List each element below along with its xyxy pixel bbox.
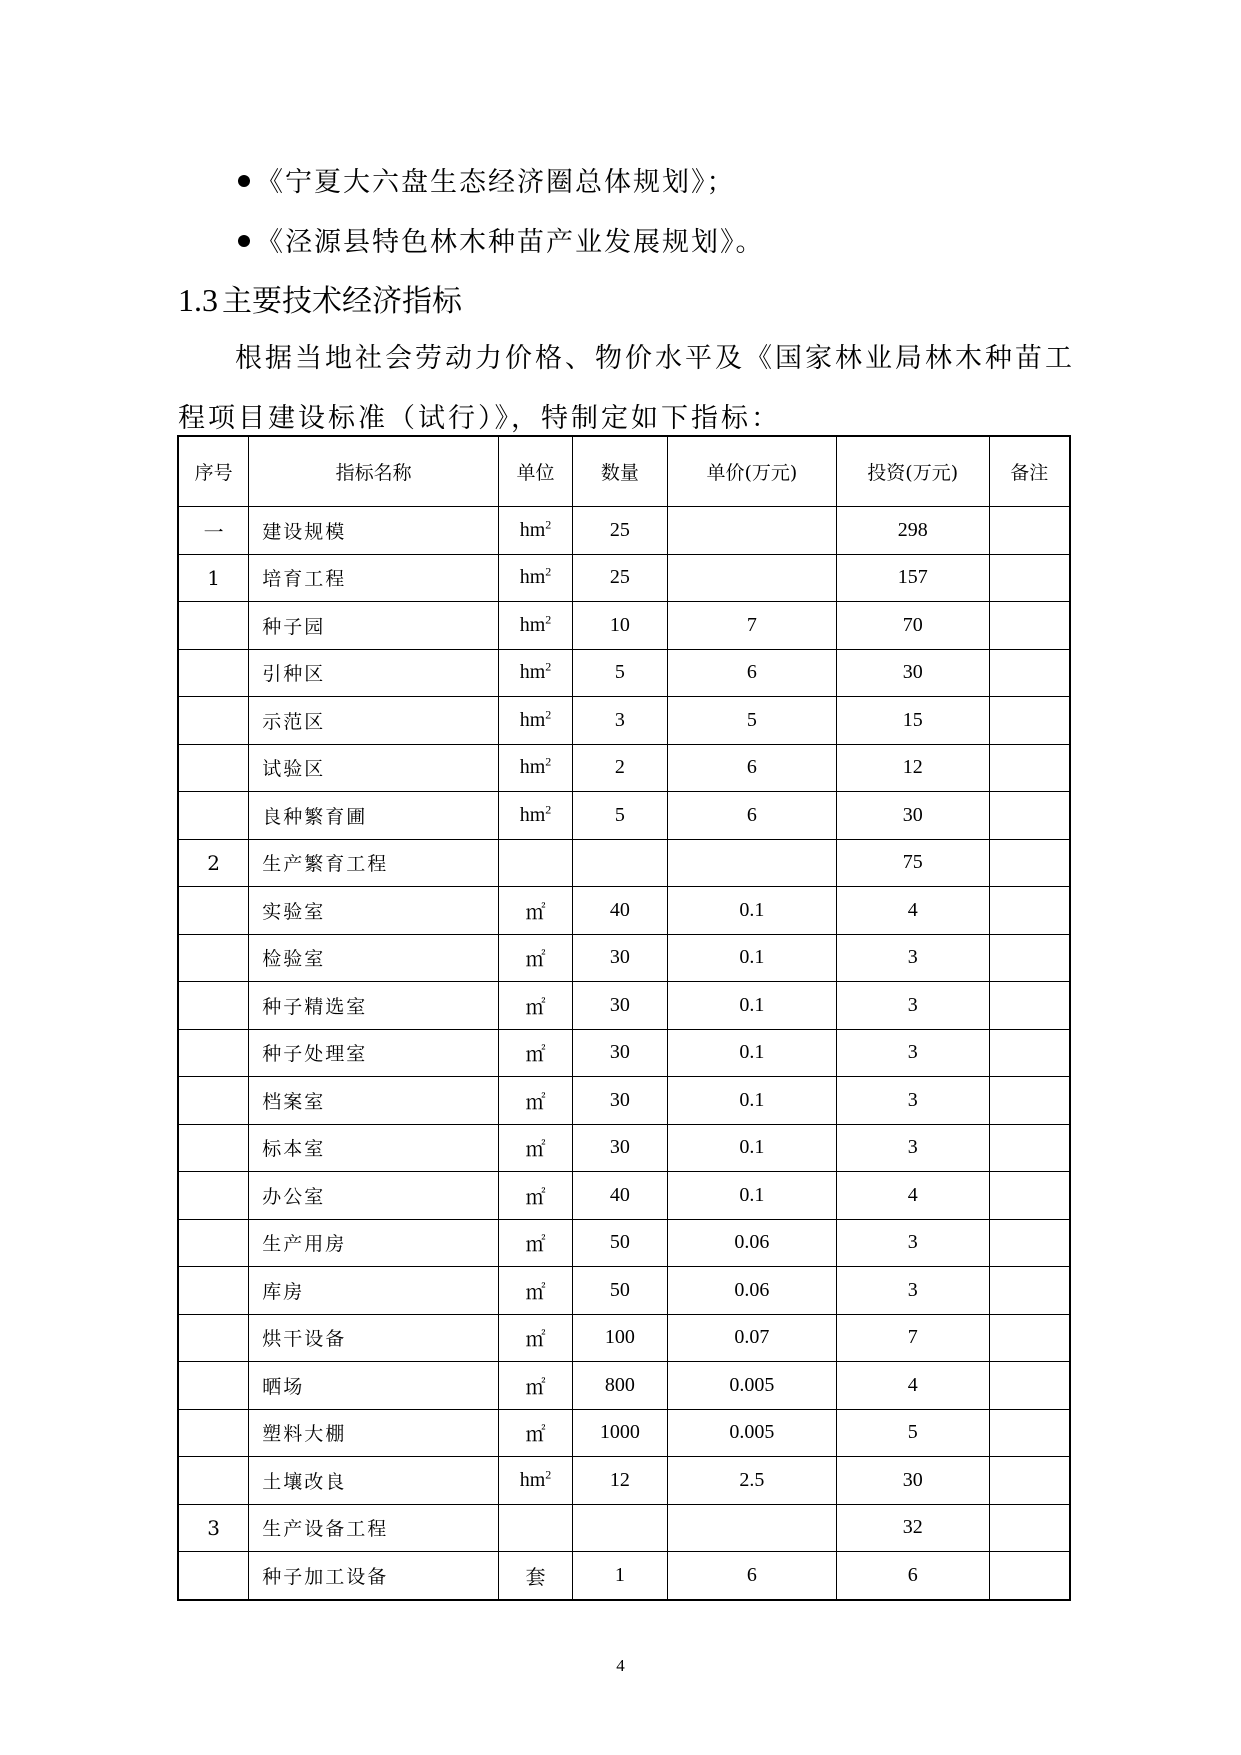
table-row <box>178 1552 1070 1600</box>
row-unit-cell <box>499 982 573 1030</box>
row-investment-cell: 3 <box>836 1267 989 1315</box>
row-note-cell <box>989 507 1070 555</box>
row-quantity-cell: 40 <box>572 887 667 935</box>
row-unit-cell <box>499 1219 573 1267</box>
row-unit-price-cell <box>667 554 836 602</box>
row-name-cell: 培育工程 <box>249 554 499 602</box>
table-row <box>178 1457 1070 1505</box>
row-investment-cell: 3 <box>836 1219 989 1267</box>
row-unit-cell <box>499 934 573 982</box>
row-unit-price-cell: 0.1 <box>667 1077 836 1125</box>
row-name-cell: 试验区 <box>249 744 499 792</box>
row-investment-cell: 3 <box>836 982 989 1030</box>
header-investment: 投资(万元) <box>836 436 989 507</box>
row-unit-price-cell: 6 <box>667 792 836 840</box>
row-index-cell <box>178 1124 249 1172</box>
table-row <box>178 887 1070 935</box>
header-unit-price: 单价(万元) <box>667 436 836 507</box>
row-note-cell <box>989 1457 1070 1505</box>
table-row <box>178 1314 1070 1362</box>
paragraph-line-2: 程项目建设标准（试行）》，特制定如下指标： <box>178 403 781 434</box>
table-row <box>178 1504 1070 1552</box>
table-header-row <box>178 436 1070 507</box>
table-row <box>178 507 1070 555</box>
row-note-cell <box>989 1172 1070 1220</box>
table-row <box>178 1409 1070 1457</box>
row-quantity-cell: 2 <box>572 744 667 792</box>
row-unit-price-cell <box>667 507 836 555</box>
unit-text: hm <box>519 1468 546 1491</box>
row-index-cell <box>178 1552 249 1600</box>
unit-superscript: 2 <box>545 1467 552 1482</box>
unit-text: hm <box>519 708 546 731</box>
row-unit-cell <box>499 697 573 745</box>
row-note-cell <box>989 602 1070 650</box>
row-unit-cell <box>499 1504 573 1552</box>
unit-superscript: 2 <box>545 564 552 579</box>
unit-text: ㎡ <box>525 949 546 972</box>
row-note-cell <box>989 792 1070 840</box>
row-quantity-cell: 12 <box>572 1457 667 1505</box>
row-unit-cell <box>499 744 573 792</box>
paragraph-line-1: 根据当地社会劳动力价格、物价水平及《国家林业局林木种苗工 <box>235 343 1075 374</box>
row-note-cell <box>989 744 1070 792</box>
row-unit-cell <box>499 507 573 555</box>
unit-superscript: 2 <box>545 707 552 722</box>
row-unit-cell <box>499 1409 573 1457</box>
unit-superscript: 2 <box>545 659 552 674</box>
row-note-cell <box>989 934 1070 982</box>
row-name-cell: 生产用房 <box>249 1219 499 1267</box>
row-investment-cell: 32 <box>836 1504 989 1552</box>
unit-text: ㎡ <box>525 1424 546 1447</box>
unit-superscript: 2 <box>545 802 552 817</box>
row-quantity-cell: 5 <box>572 649 667 697</box>
row-unit-cell <box>499 602 573 650</box>
row-quantity-cell: 30 <box>572 1077 667 1125</box>
row-investment-cell: 4 <box>836 887 989 935</box>
row-index-cell: 一 <box>178 507 249 555</box>
unit-text: ㎡ <box>525 1044 546 1067</box>
row-index-cell <box>178 1172 249 1220</box>
row-quantity-cell: 800 <box>572 1362 667 1410</box>
row-index-cell: 1 <box>178 554 249 602</box>
row-index-cell <box>178 1314 249 1362</box>
unit-text: 套 <box>525 1566 546 1589</box>
unit-text: hm <box>519 613 546 636</box>
row-quantity-cell: 1 <box>572 1552 667 1600</box>
row-unit-cell <box>499 839 573 887</box>
row-quantity-cell: 30 <box>572 982 667 1030</box>
row-unit-cell <box>499 1457 573 1505</box>
row-unit-cell <box>499 1124 573 1172</box>
table-row <box>178 1362 1070 1410</box>
bullet-dot-icon <box>238 175 250 187</box>
row-index-cell <box>178 1362 249 1410</box>
row-quantity-cell <box>572 839 667 887</box>
row-unit-price-cell: 0.06 <box>667 1267 836 1315</box>
row-unit-price-cell: 0.005 <box>667 1362 836 1410</box>
row-name-cell: 办公室 <box>249 1172 499 1220</box>
header-index: 序号 <box>178 436 249 507</box>
row-note-cell <box>989 1314 1070 1362</box>
row-investment-cell: 30 <box>836 1457 989 1505</box>
row-quantity-cell: 50 <box>572 1219 667 1267</box>
row-unit-price-cell: 0.1 <box>667 982 836 1030</box>
header-quantity: 数量 <box>572 436 667 507</box>
row-investment-cell: 12 <box>836 744 989 792</box>
section-heading <box>178 276 462 320</box>
row-name-cell: 土壤改良 <box>249 1457 499 1505</box>
row-quantity-cell: 100 <box>572 1314 667 1362</box>
row-investment-cell: 7 <box>836 1314 989 1362</box>
row-note-cell <box>989 839 1070 887</box>
row-note-cell <box>989 1504 1070 1552</box>
row-unit-price-cell: 0.1 <box>667 1172 836 1220</box>
row-unit-price-cell: 0.1 <box>667 887 836 935</box>
row-quantity-cell: 3 <box>572 697 667 745</box>
row-name-cell: 种子精选室 <box>249 982 499 1030</box>
unit-text: ㎡ <box>525 1091 546 1114</box>
row-note-cell <box>989 1077 1070 1125</box>
row-note-cell <box>989 649 1070 697</box>
row-name-cell: 塑料大棚 <box>249 1409 499 1457</box>
row-name-cell: 示范区 <box>249 697 499 745</box>
row-investment-cell: 70 <box>836 602 989 650</box>
row-investment-cell: 4 <box>836 1172 989 1220</box>
unit-text: ㎡ <box>525 1234 546 1257</box>
unit-text: ㎡ <box>525 901 546 924</box>
header-name: 指标名称 <box>249 436 499 507</box>
bullet-dot-icon <box>238 235 250 247</box>
row-unit-price-cell: 0.005 <box>667 1409 836 1457</box>
row-unit-price-cell: 0.06 <box>667 1219 836 1267</box>
row-name-cell: 种子加工设备 <box>249 1552 499 1600</box>
row-name-cell: 引种区 <box>249 649 499 697</box>
row-note-cell <box>989 697 1070 745</box>
row-unit-cell <box>499 1314 573 1362</box>
row-name-cell: 晒场 <box>249 1362 499 1410</box>
row-note-cell <box>989 554 1070 602</box>
row-unit-cell <box>499 1029 573 1077</box>
row-investment-cell: 30 <box>836 792 989 840</box>
row-investment-cell: 298 <box>836 507 989 555</box>
table-row <box>178 697 1070 745</box>
page-number: 4 <box>616 1656 625 1675</box>
row-unit-price-cell: 5 <box>667 697 836 745</box>
header-unit: 单位 <box>499 436 573 507</box>
unit-text: ㎡ <box>525 1281 546 1304</box>
bullet-text: 《泾源县特色林木种苗产业发展规划》。 <box>256 227 765 258</box>
row-quantity-cell: 5 <box>572 792 667 840</box>
row-unit-price-cell: 0.07 <box>667 1314 836 1362</box>
row-investment-cell: 3 <box>836 1077 989 1125</box>
unit-text: ㎡ <box>525 1376 546 1399</box>
unit-superscript: 2 <box>545 612 552 627</box>
row-index-cell <box>178 934 249 982</box>
row-investment-cell: 4 <box>836 1362 989 1410</box>
row-quantity-cell: 10 <box>572 602 667 650</box>
row-unit-price-cell: 0.1 <box>667 1124 836 1172</box>
row-index-cell <box>178 744 249 792</box>
row-investment-cell: 15 <box>836 697 989 745</box>
bullet-text: 《宁夏大六盘生态经济圈总体规划》； <box>256 167 736 198</box>
row-investment-cell: 6 <box>836 1552 989 1600</box>
row-index-cell <box>178 602 249 650</box>
table-row <box>178 982 1070 1030</box>
row-unit-price-cell: 0.1 <box>667 1029 836 1077</box>
row-index-cell <box>178 792 249 840</box>
row-quantity-cell: 30 <box>572 1124 667 1172</box>
row-unit-price-cell: 0.1 <box>667 934 836 982</box>
row-name-cell: 标本室 <box>249 1124 499 1172</box>
unit-text: ㎡ <box>525 1329 546 1352</box>
row-investment-cell: 3 <box>836 934 989 982</box>
unit-text: hm <box>519 566 546 589</box>
bullet-item <box>238 220 765 259</box>
bullet-item <box>238 160 736 199</box>
unit-text: ㎡ <box>525 1186 546 1209</box>
row-name-cell: 检验室 <box>249 934 499 982</box>
row-index-cell <box>178 649 249 697</box>
row-unit-price-cell: 6 <box>667 1552 836 1600</box>
table-row <box>178 744 1070 792</box>
table-row <box>178 1124 1070 1172</box>
unit-text: hm <box>519 661 546 684</box>
row-investment-cell: 3 <box>836 1124 989 1172</box>
table-row <box>178 602 1070 650</box>
table-row <box>178 554 1070 602</box>
row-index-cell <box>178 887 249 935</box>
unit-superscript: 2 <box>545 754 552 769</box>
row-unit-cell <box>499 554 573 602</box>
section-number: 1.3 <box>178 282 218 318</box>
table-row <box>178 1267 1070 1315</box>
row-unit-cell <box>499 649 573 697</box>
unit-text: hm <box>519 756 546 779</box>
row-quantity-cell: 1000 <box>572 1409 667 1457</box>
unit-superscript: 2 <box>545 517 552 532</box>
table-row <box>178 1029 1070 1077</box>
row-quantity-cell: 30 <box>572 934 667 982</box>
row-unit-cell <box>499 887 573 935</box>
row-name-cell: 档案室 <box>249 1077 499 1125</box>
row-unit-cell <box>499 1077 573 1125</box>
row-note-cell <box>989 982 1070 1030</box>
table-row <box>178 839 1070 887</box>
row-quantity-cell: 40 <box>572 1172 667 1220</box>
row-unit-cell <box>499 1362 573 1410</box>
row-note-cell <box>989 1124 1070 1172</box>
row-unit-cell <box>499 1172 573 1220</box>
row-note-cell <box>989 1219 1070 1267</box>
row-index-cell <box>178 1029 249 1077</box>
row-name-cell: 建设规模 <box>249 507 499 555</box>
row-investment-cell: 5 <box>836 1409 989 1457</box>
row-index-cell <box>178 1457 249 1505</box>
indicator-table <box>177 435 1071 1601</box>
row-index-cell <box>178 1077 249 1125</box>
unit-text: hm <box>519 518 546 541</box>
row-note-cell <box>989 1362 1070 1410</box>
row-note-cell <box>989 1267 1070 1315</box>
row-investment-cell: 157 <box>836 554 989 602</box>
table-row <box>178 649 1070 697</box>
row-name-cell: 生产设备工程 <box>249 1504 499 1552</box>
unit-text: hm <box>519 803 546 826</box>
row-unit-cell <box>499 1552 573 1600</box>
row-index-cell <box>178 1219 249 1267</box>
unit-text: ㎡ <box>525 1139 546 1162</box>
row-note-cell <box>989 1552 1070 1600</box>
row-unit-cell <box>499 1267 573 1315</box>
row-unit-price-cell: 7 <box>667 602 836 650</box>
row-name-cell: 生产繁育工程 <box>249 839 499 887</box>
row-unit-price-cell <box>667 1504 836 1552</box>
row-index-cell: 2 <box>178 839 249 887</box>
row-quantity-cell: 25 <box>572 554 667 602</box>
row-note-cell <box>989 1409 1070 1457</box>
row-name-cell: 种子园 <box>249 602 499 650</box>
table-row <box>178 934 1070 982</box>
row-investment-cell: 30 <box>836 649 989 697</box>
row-quantity-cell: 50 <box>572 1267 667 1315</box>
row-index-cell <box>178 697 249 745</box>
row-unit-price-cell: 6 <box>667 649 836 697</box>
section-title: 主要技术经济指标 <box>222 284 462 319</box>
header-note: 备注 <box>989 436 1070 507</box>
row-name-cell: 种子处理室 <box>249 1029 499 1077</box>
row-investment-cell: 3 <box>836 1029 989 1077</box>
row-quantity-cell <box>572 1504 667 1552</box>
row-name-cell: 库房 <box>249 1267 499 1315</box>
row-note-cell <box>989 887 1070 935</box>
row-index-cell: 3 <box>178 1504 249 1552</box>
row-unit-cell <box>499 792 573 840</box>
row-quantity-cell: 25 <box>572 507 667 555</box>
row-investment-cell: 75 <box>836 839 989 887</box>
table-row <box>178 792 1070 840</box>
table-row <box>178 1077 1070 1125</box>
row-index-cell <box>178 982 249 1030</box>
row-note-cell <box>989 1029 1070 1077</box>
table-body <box>178 507 1070 1600</box>
row-name-cell: 良种繁育圃 <box>249 792 499 840</box>
row-name-cell: 烘干设备 <box>249 1314 499 1362</box>
row-unit-price-cell <box>667 839 836 887</box>
row-name-cell: 实验室 <box>249 887 499 935</box>
row-index-cell <box>178 1267 249 1315</box>
row-unit-price-cell: 6 <box>667 744 836 792</box>
table-row <box>178 1219 1070 1267</box>
row-unit-price-cell: 2.5 <box>667 1457 836 1505</box>
row-index-cell <box>178 1409 249 1457</box>
unit-text: ㎡ <box>525 996 546 1019</box>
table-row <box>178 1172 1070 1220</box>
row-quantity-cell: 30 <box>572 1029 667 1077</box>
